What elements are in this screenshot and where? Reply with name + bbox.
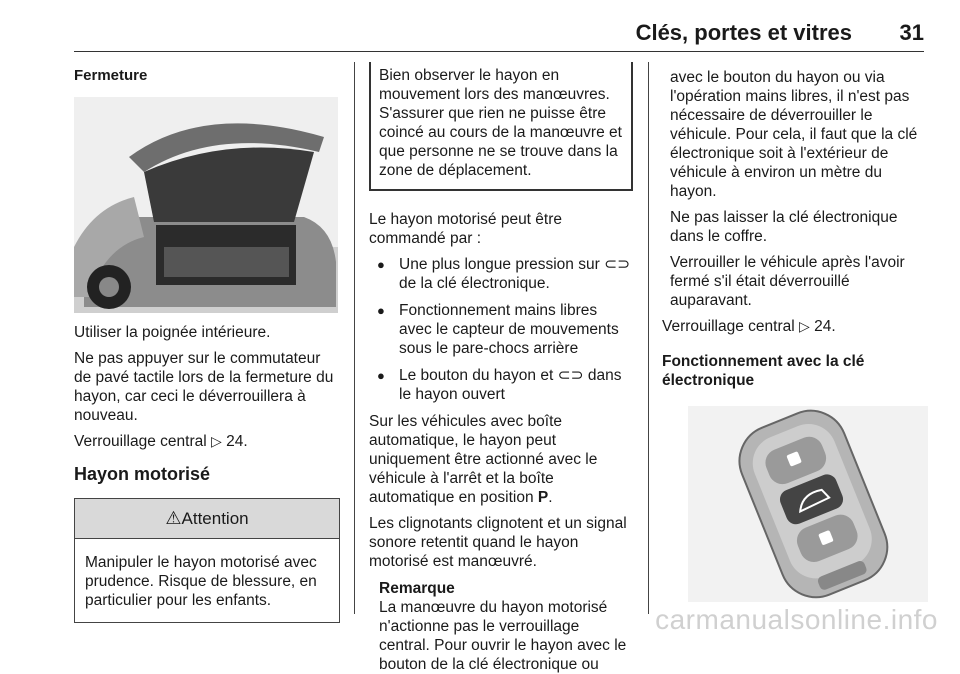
note-cont-paragraph: avec le bouton du hayon ou via l'opération mains libres, il n'est pas nécessaire de déverrouiller le véhicule. Pour cela, il faut que la clé électronique soit à l'extérieur de véhicule à environ un mètre du hayon. (670, 69, 918, 200)
tailgate-key-icon: ⊂⊃ (557, 367, 584, 384)
instruction-handle: Utiliser la poignée intérieure. (74, 324, 271, 341)
list-item (369, 366, 633, 404)
xref-central-locking[interactable] (662, 317, 928, 336)
tailgate-photo (74, 97, 338, 313)
section-heading-electronic-key: Fonctionnement avec la clé électronique (662, 353, 865, 389)
instruction-touchpad: Ne pas appuyer sur le commutateur de pavé tactile lors de la fermeture du hayon, car ceci le déverrouillera à nouveau. (74, 350, 334, 424)
note-lock-paragraph: Verrouiller le véhicule après l'avoir fermé s'il était déverrouillé auparavant. (670, 254, 905, 309)
list-item-text: dans le hayon ouvert (399, 367, 622, 403)
warning-box-continued: Bien observer le hayon en mouvement lors des manœuvres. S'assurer que rien ne puisse être coincé au cours de la manœuvre et que personne ne se trouve dans la zone de déplacement. (369, 62, 633, 191)
column-2 (369, 62, 633, 674)
xref-text: Verrouillage central (74, 433, 207, 450)
section-label: Fermeture (74, 67, 148, 84)
section-heading-power-tailgate: Hayon motorisé (74, 464, 211, 484)
header-rule (74, 51, 924, 52)
warning-triangle-icon: ⚠ (165, 508, 182, 528)
column-divider-1 (354, 62, 355, 614)
attention-body: Manipuler le hayon motorisé avec prudence. Risque de blessure, en particulier pour les enfants. (85, 554, 317, 609)
paragraph-text: Sur les véhicules avec boîte automatique, le hayon peut uniquement être actionné avec le véhicule à l'arrêt et la boîte automatique en position (369, 413, 598, 506)
xref-page: 24. (226, 433, 248, 450)
column-3 (662, 68, 928, 602)
gear-position: P (537, 489, 549, 506)
watermark: carmanualsonline.info (655, 604, 938, 635)
list-item (369, 255, 633, 293)
page-header-title: Clés, portes et vitres (635, 20, 852, 45)
note-title: Remarque (379, 580, 455, 597)
electronic-key-illustration (688, 406, 928, 602)
attention-title: Attention (181, 509, 249, 528)
note-continued (662, 68, 928, 310)
note-key-paragraph: Ne pas laisser la clé électronique dans le coffre. (670, 209, 898, 245)
list-item-text: Le bouton du hayon et (399, 367, 554, 384)
signal-paragraph: Les clignotants clignotent et un signal sonore retentit quand le hayon motorisé est manœuvré. (369, 515, 627, 570)
list-item-text: Une plus longue pression sur (399, 256, 600, 273)
page-number: 31 (899, 20, 924, 45)
column-divider-2 (648, 62, 649, 614)
column-1 (74, 66, 340, 623)
tailgate-key-icon: ⊂⊃ (604, 256, 631, 273)
attention-header (75, 499, 339, 539)
xref-central-locking[interactable] (74, 432, 340, 451)
note (369, 579, 633, 674)
xref-page: 24. (814, 318, 836, 335)
triangle-right-icon: ▷ (799, 318, 810, 334)
control-list (369, 255, 633, 404)
note-text: La manœuvre du hayon motorisé n'actionne pas le verrouillage central. Pour ouvrir le hayon avec le bouton de la clé électronique ou (379, 599, 627, 673)
automatic-gearbox-paragraph: Sur les véhicules avec boîte automatique, le hayon peut uniquement être actionné avec le véhicule à l'arrêt et la boîte automatique en position P. (369, 413, 598, 506)
control-intro: Le hayon motorisé peut être commandé par : (369, 211, 563, 247)
triangle-right-icon: ▷ (211, 433, 222, 449)
attention-box (74, 498, 340, 623)
xref-text: Verrouillage central (662, 318, 795, 335)
list-item: ● Fonctionnement mains libres avec le capteur de mouvements sous le pare-chocs arrière (369, 301, 633, 358)
list-item-text: de la clé électronique. (399, 275, 550, 292)
